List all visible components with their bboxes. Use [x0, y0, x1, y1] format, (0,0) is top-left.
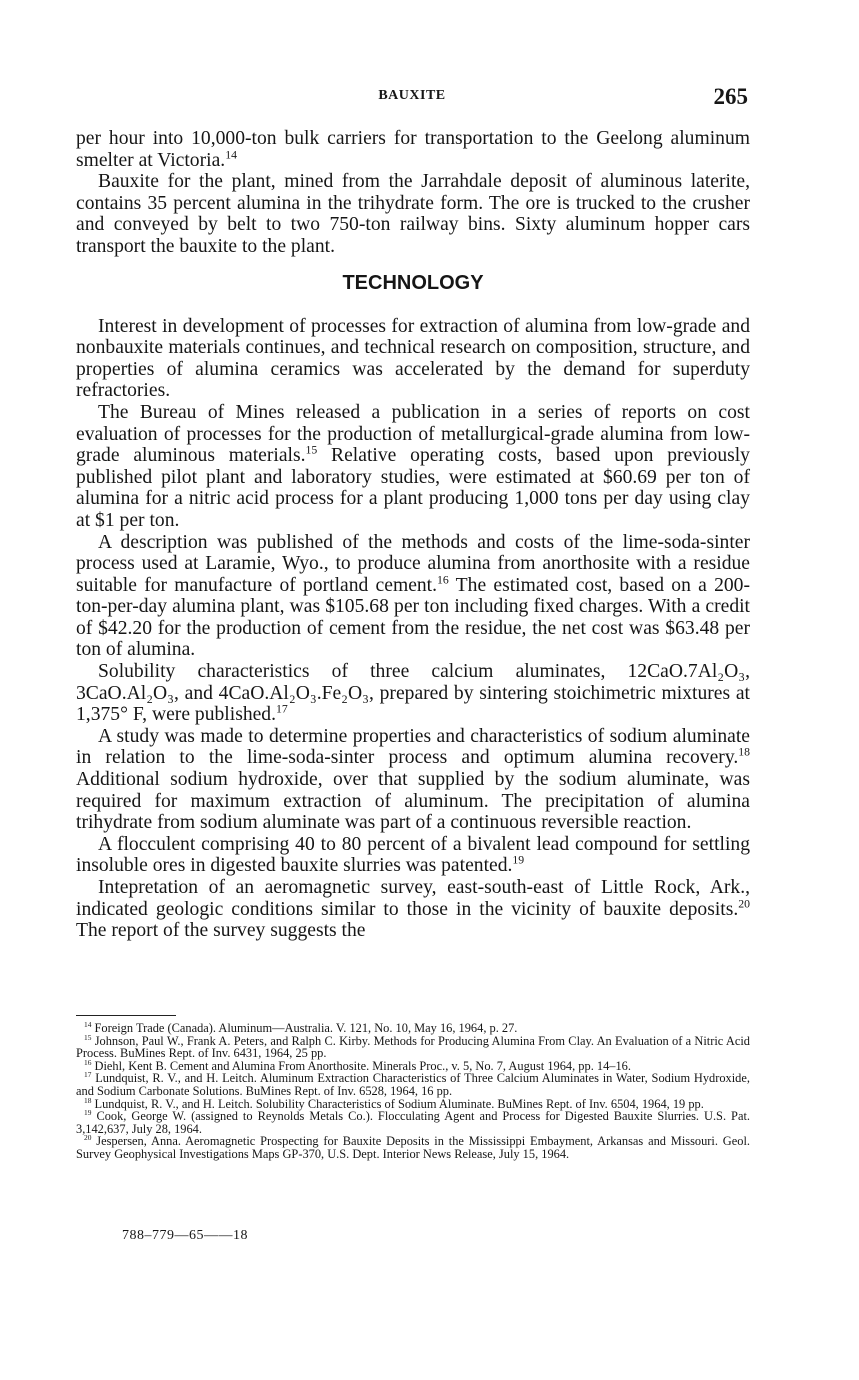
- footnote: [76, 1110, 750, 1135]
- footnote-ref-17: 17: [276, 702, 288, 716]
- footnote-ref-15: 15: [305, 443, 318, 457]
- footnotes: [76, 1019, 750, 1161]
- footnote: [76, 1032, 750, 1061]
- technology-paragraph-1: Interest in development of processes for extraction of alumina from low-grade and nonbauxite materials continues, and technical research on composition, structure, and properties of alumina ceramics was accelerated by the demand for superduty refractories.: [76, 315, 750, 402]
- footnote-text: Lundquist, R. V., and H. Leitch. Solubility Characteristics of Sodium Aluminate. BuMines Rept. of Inv. 6504, 1964, 19 pp.: [94, 1096, 704, 1111]
- footnote-number: 19: [84, 1108, 92, 1118]
- footnote-text: Cook, George W. (assigned to Reynolds Metals Co.). Flocculating Agent and Process for Digested Bauxite Slurries. U.S. Pat. 3,142,637, July 28, 1964.: [76, 1109, 750, 1136]
- footnote-divider: [76, 1015, 176, 1016]
- paragraph-6-text: A flocculent comprising 40 to 80 percent of a bivalent lead compound for settling insoluble ores in digested bauxite slurries was patented.: [76, 833, 750, 877]
- technology-paragraph-2: [76, 402, 750, 532]
- footnote-number: 15: [84, 1032, 92, 1042]
- section-heading: TECHNOLOGY: [342, 271, 484, 294]
- intro-paragraph-1-text: per hour into 10,000-ton bulk carriers for transportation to the Geelong aluminum smelter at Victoria.: [76, 128, 750, 171]
- intro-paragraph-1: [76, 128, 750, 171]
- footnote-ref-14: 14: [225, 148, 237, 162]
- running-title: BAUXITE: [378, 88, 446, 103]
- footnote-text: Johnson, Paul W., Frank A. Peters, and Ralph C. Kirby. Methods for Producing Alumina From Clay. An Evaluation of a Nitric Acid Process. BuMines Rept. of Inv. 6431, 1964, 25 pp.: [76, 1033, 750, 1061]
- footnote-ref-20: 20: [738, 897, 750, 911]
- print-code: 788–779—65——18: [122, 1228, 248, 1243]
- technology-paragraph-6: [76, 834, 750, 877]
- paragraph-7-text-b: The report of the survey suggests the: [76, 920, 366, 942]
- page-number: 265: [713, 84, 748, 109]
- paragraph-3-text-b: The estimated cost, based on a 200-ton-per-day alumina plant, was $105.68 per ton including fixed charges. With a credit of $42.20 for the production of cement from the residue, the net cost was $63.48 per ton of alumina.: [76, 574, 750, 661]
- footnote-text: Jespersen, Anna. Aeromagnetic Prospecting for Bauxite Deposits in the Mississippi Embayment, Arkansas and Missouri. Geol. Survey Geophysical Investigations Maps GP-370, U.S. Dept. Interior News Release, July 15, 1964.: [76, 1134, 750, 1161]
- intro-paragraph-2: Bauxite for the plant, mined from the Jarrahdale deposit of aluminous laterite, contains 35 percent alumina in the trihydrate form. The ore is trucked to the crusher and conveyed by belt to two 750-ton railway bins. Sixty aluminum hopper cars transport the bauxite to the plant.: [76, 171, 750, 257]
- paragraph-5-text-b: Additional sodium hydroxide, over that supplied by the sodium aluminate, was required for maximum extraction of aluminum. The precipitation of alumina trihydrate from sodium aluminate was part of a continuous reversible reaction.: [76, 769, 750, 834]
- footnote-ref-16: 16: [437, 573, 449, 587]
- body-text: [76, 128, 750, 942]
- footnote-number: 16: [84, 1057, 92, 1067]
- footnote-number: 18: [84, 1095, 92, 1105]
- footnote-number: 14: [84, 1019, 92, 1029]
- footnote-text: Lundquist, R. V., and H. Leitch. Aluminum Extraction Characteristics of Three Calcium Aluminates in Water, Sodium Hydroxide, and Sodium Carbonate Solutions. BuMines Rept. of Inv. 6528, 1964, 16 pp.: [76, 1071, 750, 1098]
- paragraph-3-text-a: A description was published of the methods and costs of the lime-soda-sinter process used at Laramie, Wyo., to produce alumina from anorthosite with a residue suitable for manufacture of portland cement.: [76, 531, 750, 596]
- paragraph-4-text: Solubility characteristics of three calcium aluminates, 12CaO.7Al₂O₃, 3CaO.Al₂O₃, and 4CaO.Al₂O₃.Fe₂O₃, prepared by sintering stoichimetric mixtures at 1,375° F, were published.: [76, 661, 750, 726]
- running-head: [76, 84, 748, 114]
- technology-paragraph-7: [76, 877, 750, 942]
- footnote-ref-18: 18: [738, 745, 750, 759]
- paragraph-2-text-b: Relative operating costs, based upon previously published pilot plant and laboratory studies, were estimated at $60.69 per ton of alumina for a nitric acid process for a plant producing 1,000 tons per day using clay at $1 per ton.: [76, 445, 750, 531]
- footnote: [76, 1072, 750, 1097]
- technology-paragraph-4: [76, 661, 750, 726]
- footnote-number: 20: [84, 1133, 92, 1143]
- technology-paragraph-3: [76, 532, 750, 662]
- paragraph-2-text-a: The Bureau of Mines released a publication in a series of reports on cost evaluation of processes for the production of metallurgical-grade alumina from low-grade aluminous materials.: [76, 401, 750, 467]
- technology-paragraph-5: [76, 726, 750, 834]
- paragraph-5-text-a: A study was made to determine properties and characteristics of sodium aluminate in relation to the lime-soda-sinter process and optimum alumina recovery.: [76, 725, 750, 769]
- paragraph-7-text-a: Intepretation of an aeromagnetic survey, east-south-east of Little Rock, Ark., indicated geologic conditions similar to those in the vicinity of bauxite deposits.: [76, 877, 750, 920]
- footnote-number: 17: [84, 1070, 92, 1080]
- footnote-text: Diehl, Kent B. Cement and Alumina From Anorthosite. Minerals Proc., v. 5, No. 7, August 1964, pp. 14–16.: [94, 1058, 631, 1073]
- footnote: [76, 1135, 750, 1160]
- footnote-ref-19: 19: [512, 853, 525, 867]
- footnote-text: Foreign Trade (Canada). Aluminum—Australia. V. 121, No. 10, May 16, 1964, p. 27.: [94, 1021, 518, 1035]
